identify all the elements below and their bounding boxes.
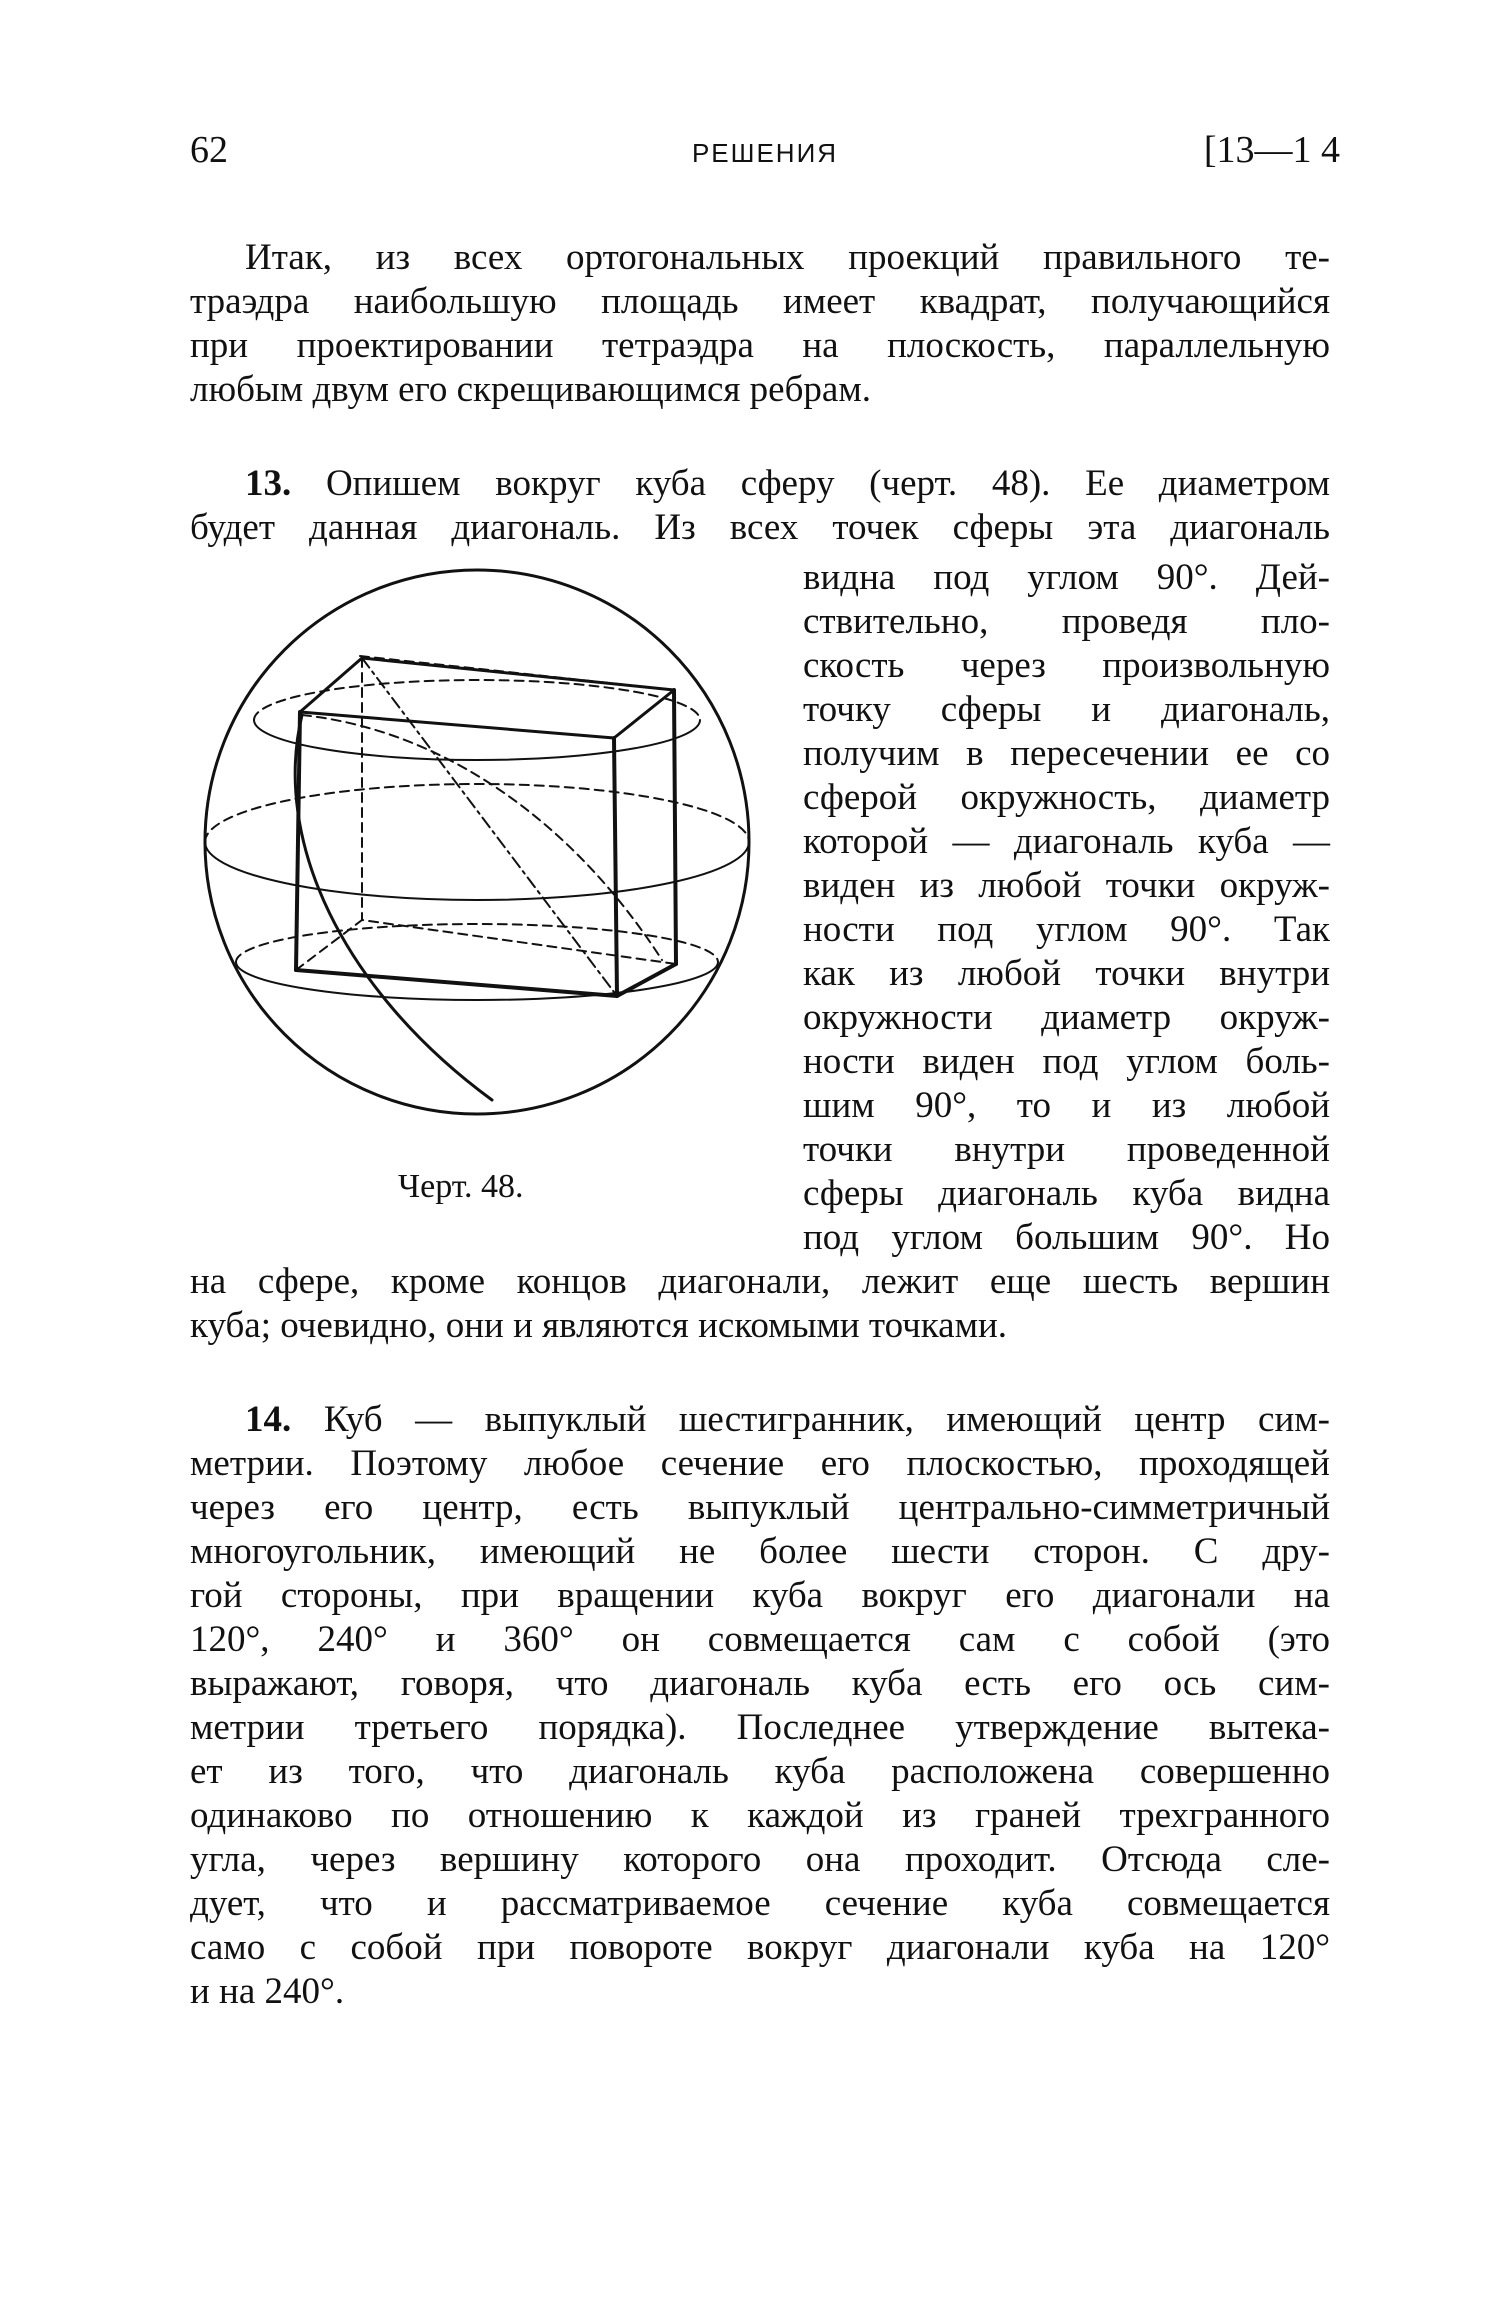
section-reference: [13—1 4: [1203, 129, 1340, 171]
sphere-outline: [205, 570, 749, 1114]
problem14-line: 120°, 240° и 360° он совмещается сам с собой (это: [190, 1619, 1330, 1660]
great-circle-front: [295, 715, 492, 1100]
problem13-line1-text: Опишем вокруг куба сферу (черт. 48). Ее диаметром: [325, 463, 1331, 504]
problem14-line1-text: Куб — выпуклый шестигранник, имеющий центр сим-: [323, 1399, 1330, 1440]
problem13-right-line: виден из любой точки окруж-: [803, 865, 1330, 906]
problem13-right-line: сферой окружность, диаметр: [803, 777, 1330, 818]
cube-hidden-bottom-edges: [296, 920, 676, 970]
problem14-line: выражают, говоря, что диагональ куба есть его ось сим-: [190, 1663, 1330, 1704]
page-number: 62: [190, 129, 228, 171]
problem14-number: 14.: [245, 1399, 292, 1440]
problem14-line: само с собой при повороте вокруг диагонали куба на 120°: [190, 1927, 1330, 1968]
problem13-right-line: шим 90°, то и из любой: [803, 1085, 1330, 1126]
page-header: [190, 128, 1340, 188]
problem14-line: и на 240°.: [190, 1971, 345, 2012]
problem14-line: одинаково по отношению к каждой из граней трехгранного: [190, 1795, 1330, 1836]
problem14-line: через его центр, есть выпуклый центрально-симметричный: [190, 1487, 1330, 1528]
problem13-line: на сфере, кроме концов диагонали, лежит еще шесть вершин: [190, 1261, 1330, 1302]
problem13-right-line: ствительно, проведя пло-: [803, 601, 1330, 642]
problem14-first-line: [245, 1398, 1330, 1442]
problem13-right-line: получим в пересечении ее со: [803, 733, 1330, 774]
problem13-right-line: точку сферы и диагональ,: [803, 689, 1330, 730]
running-title: РЕШЕНИЯ: [691, 138, 839, 168]
para1-line: Итак, из всех ортогональных проекций правильного те-: [245, 237, 1330, 278]
cube-bottom-face: [296, 964, 676, 996]
problem13-right-line: ности под углом 90°. Так: [803, 909, 1330, 950]
problem14-line: метрии третьего порядка). Последнее утверждение вытека-: [190, 1707, 1330, 1748]
figure-caption: Черт. 48.: [398, 1168, 524, 1205]
problem13-number: 13.: [245, 463, 292, 504]
problem14-line: дует, что и рассматриваемое сечение куба совмещается: [190, 1883, 1330, 1924]
problem13-right-line: которой — диагональ куба —: [803, 821, 1330, 862]
para1-line: траэдра наибольшую площадь имеет квадрат, получающийся: [190, 281, 1330, 322]
problem13-right-line: под углом большим 90°. Но: [803, 1217, 1330, 1258]
sphere-equator-front: [205, 842, 749, 900]
cube-space-diagonal: [362, 658, 617, 996]
cube-edge: [674, 690, 676, 964]
para1-line: при проектировании тетраэдра на плоскость, параллельную: [190, 325, 1330, 366]
figure-cube-in-sphere: [192, 560, 768, 1124]
problem14-line: ет из того, что диагональ куба расположена совершенно: [190, 1751, 1330, 1792]
problem13-line: будет данная диагональ. Из всех точек сферы эта диагональ: [190, 507, 1330, 548]
sphere-lower-circle-back: [236, 924, 718, 962]
problem13-right-line: скость через произвольную: [803, 645, 1330, 686]
problem13-right-line: ности виден под углом боль-: [803, 1041, 1330, 1082]
problem13-right-line: точки внутри проведенной: [803, 1129, 1330, 1170]
problem14-line: гой стороны, при вращении куба вокруг его диагонали на: [190, 1575, 1330, 1616]
problem13-right-line: как из любой точки внутри: [803, 953, 1330, 994]
problem13-line: куба; очевидно, они и являются искомыми точками.: [190, 1305, 1008, 1346]
sphere-equator-back: [205, 784, 749, 842]
problem13-first-line: [245, 462, 1330, 506]
para1-line: любым двум его скрещивающимся ребрам.: [190, 369, 871, 410]
problem13-right-line: окружности диаметр окруж-: [803, 997, 1330, 1038]
problem14-line: угла, через вершину которого она проходит. Отсюда сле-: [190, 1839, 1330, 1880]
problem14-line: метрии. Поэтому любое сечение его плоскостью, проходящей: [190, 1443, 1330, 1484]
problem13-right-line: сферы диагональ куба видна: [803, 1173, 1330, 1214]
problem14-line: многоугольник, имеющий не более шести сторон. С дру-: [190, 1531, 1330, 1572]
cube-edge: [614, 738, 617, 996]
problem13-right-line: видна под углом 90°. Дей-: [803, 557, 1330, 598]
